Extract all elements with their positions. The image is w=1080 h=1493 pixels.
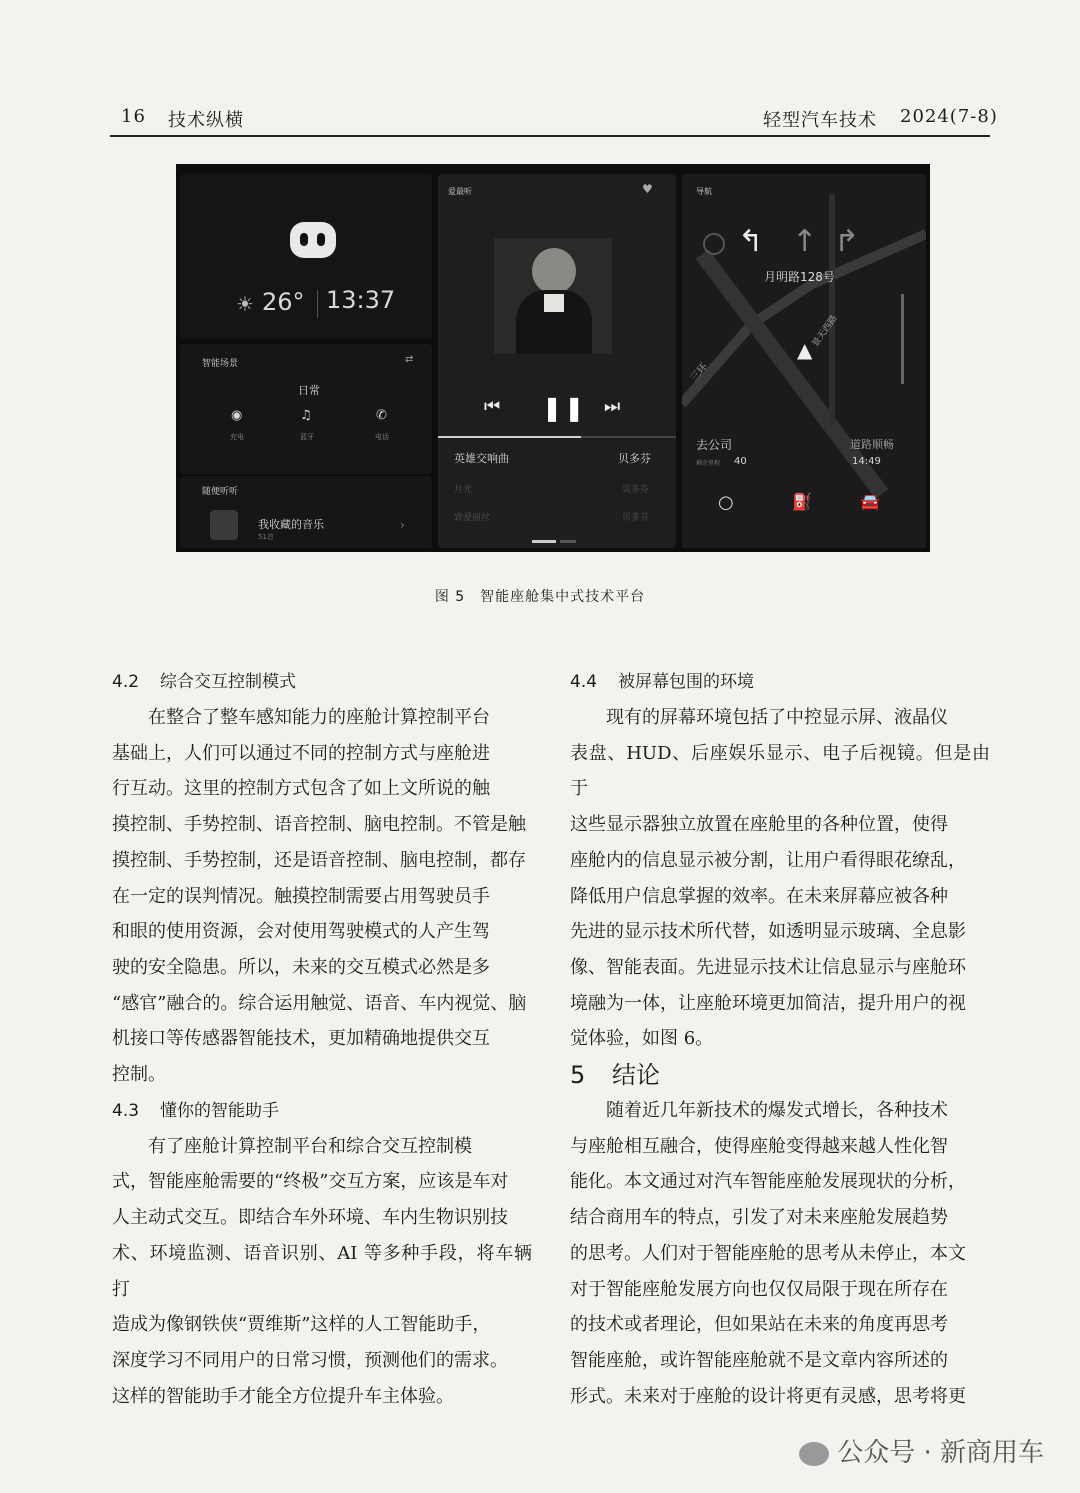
traffic-status: 道路顺畅	[850, 438, 894, 451]
temperature: 26°	[262, 288, 305, 316]
heart-icon[interactable]: ♥	[642, 182, 653, 196]
eta-time: 14:49	[852, 456, 881, 467]
right-column	[570, 664, 990, 1414]
distance-caption: 剩余里程	[696, 460, 721, 467]
paragraph-line: 深度学习不同用户的日常习惯，预测他们的需求。	[112, 1349, 508, 1371]
weather-clock-card	[180, 174, 432, 339]
progress-track[interactable]	[438, 436, 676, 438]
cockpit-figure	[176, 164, 930, 552]
gas-station-icon[interactable]: ⛽	[792, 492, 812, 511]
section-heading: 4.4 被屏幕包围的环境	[570, 672, 754, 692]
page-indicator	[560, 540, 576, 543]
listen-card[interactable]	[180, 476, 432, 548]
paragraph-line: 控制。	[112, 1064, 166, 1086]
switch-icon[interactable]: ⇄	[405, 354, 414, 365]
music-title: 爱最听	[448, 187, 472, 196]
paragraph-line: 表盘、HUD、后座娱乐显示、电子后视镜。但是由于	[570, 742, 990, 800]
sun-icon: ☀	[236, 292, 254, 316]
header-rule	[110, 135, 990, 137]
track-name[interactable]: 英雄交响曲	[454, 452, 509, 465]
location-arrow-icon: ▲	[797, 338, 813, 362]
next-icon[interactable]: ⏭	[604, 396, 621, 417]
search-icon[interactable]: ○	[718, 492, 734, 513]
paragraph-line: 的技术或者理论，但如果站在未来的角度再思考	[570, 1314, 948, 1336]
album-cover	[494, 238, 612, 354]
clock-time: 13:37	[326, 286, 396, 314]
paragraph-line: 和眼的使用资源，会对使用驾驶模式的人产生驾	[112, 921, 490, 943]
paragraph-line: 式，智能座舱需要的“终极”交互方案，应该是车对	[112, 1171, 509, 1193]
charge-icon[interactable]: ◉	[231, 408, 243, 423]
paragraph-line: 境融为一体，让座舱环境更加简洁，提升用户的视	[570, 992, 966, 1014]
scene-button-label: 电话	[375, 433, 389, 441]
paragraph-line: 座舱内的信息显示被分割，让用户看得眼花缭乱，	[570, 849, 966, 871]
paragraph-line: 基础上，人们可以通过不同的控制方式与座舱进	[112, 742, 490, 764]
paragraph-line: 造成为像钢铁侠“贾维斯”这样的人工智能助手，	[112, 1314, 491, 1336]
paragraph-line: 术、环境监测、语音识别、AI 等多种手段，将车辆打	[112, 1242, 532, 1300]
paragraph-line: 摸控制、手势控制，还是语音控制、脑电控制，都存	[112, 849, 526, 871]
turn-right-arrow-icon: ↱	[834, 224, 860, 259]
phone-icon[interactable]: ✆	[376, 408, 387, 423]
paragraph-line: 与座舱相互融合，使得座舱变得越来越人性化智	[570, 1135, 948, 1157]
nav-title: 导航	[696, 187, 712, 196]
listen-count: 51首	[258, 533, 274, 541]
section-heading: 4.3 懂你的智能助手	[112, 1100, 279, 1121]
scene-button-label: 蓝牙	[300, 433, 314, 441]
album-thumbnail	[210, 510, 238, 540]
section-heading: 4.2 综合交互控制模式	[112, 672, 296, 692]
chevron-right-icon[interactable]: ›	[400, 518, 405, 532]
section-name: 技术纵横	[168, 110, 244, 131]
scene-mode: 日常	[298, 384, 320, 397]
paragraph-line: 智能座舱，或许智能座舱就不是文章内容所述的	[570, 1349, 948, 1371]
track-artist: 贝多芬	[622, 485, 650, 495]
paragraph-line: 现有的屏幕环境包括了中控显示屏、液晶仪	[606, 707, 948, 728]
paragraph-line: 行互动。这里的控制方式包含了如上文所说的触	[112, 778, 490, 800]
remaining-distance: 40	[734, 456, 747, 467]
paragraph-line: 像、智能表面。先进显示技术让信息显示与座舱环	[570, 956, 966, 978]
paragraph-line: 在整合了整车感知能力的座舱计算控制平台	[148, 707, 490, 728]
scene-button-label: 充电	[230, 433, 244, 441]
current-road: 月明路128号	[764, 270, 835, 284]
track-artist: 贝多芬	[618, 452, 651, 465]
paragraph-line: 在一定的误判情况。触摸控制需要占用驾驶员手	[112, 885, 490, 907]
paragraph-line: 人主动式交互。即结合车外环境、车内生物识别技	[112, 1207, 508, 1229]
page-indicator	[532, 540, 556, 543]
paragraph-line: 这些显示器独立放置在座舱里的各种位置，使得	[570, 814, 948, 836]
wechat-watermark: 公众号 · 新商用车	[799, 1432, 1044, 1469]
assistant-robot-icon	[290, 222, 336, 258]
navigation-card	[682, 174, 926, 548]
straight-arrow-icon: ↑	[792, 224, 818, 259]
paragraph-line: 随着近几年新技术的爆发式增长，各种技术	[606, 1100, 948, 1122]
left-column	[112, 664, 532, 1414]
smart-scene-card[interactable]	[180, 344, 432, 474]
paragraph-line: 这样的智能助手才能全方位提升车主体验。	[112, 1385, 454, 1407]
parking-car-icon[interactable]: 🚘	[860, 492, 880, 511]
journal-name: 轻型汽车技术	[763, 110, 877, 131]
paragraph-line: 觉体验，如图 6。	[570, 1028, 714, 1050]
headphones-icon[interactable]: ♫	[300, 408, 312, 423]
chapter-heading: 5 结论	[570, 1061, 660, 1090]
side-road-label: 景天西路	[810, 313, 840, 349]
scene-title: 智能场景	[202, 359, 239, 369]
paragraph-line: 能化。本文通过对汽车智能座舱发展现状的分析，	[570, 1171, 966, 1193]
paragraph-line: 机接口等传感器智能技术，更加精确地提供交互	[112, 1028, 490, 1050]
destination-label: 去公司	[696, 438, 733, 452]
music-player-card	[438, 174, 676, 548]
turn-left-arrow-icon: ↰	[738, 224, 764, 259]
paragraph-line: 摸控制、手势控制、语音控制、脑电控制。不管是触	[112, 814, 526, 836]
wechat-icon	[799, 1442, 829, 1466]
paragraph-line: 先进的显示技术所代替，如透明显示玻璃、全息影	[570, 921, 966, 943]
paragraph-line: 驶的安全隐患。所以，未来的交互模式必然是多	[112, 956, 490, 978]
ring-road-label: 三环	[688, 361, 711, 384]
paragraph-line: 形式。未来对于座舱的设计将更有灵感，思考将更	[570, 1385, 966, 1407]
paragraph-line: 有了座舱计算控制平台和综合交互控制模	[148, 1135, 472, 1157]
track-name[interactable]: 月光	[454, 485, 473, 495]
issue-number: 2024(7-8)	[900, 106, 998, 127]
listen-title: 随便听听	[202, 487, 239, 497]
track-name[interactable]: 致爱丽丝	[454, 513, 491, 523]
page-number: 16	[121, 106, 146, 127]
listen-item: 我收藏的音乐	[258, 518, 324, 531]
track-artist: 贝多芬	[622, 513, 650, 523]
pause-icon[interactable]: ❚❚	[542, 394, 587, 422]
previous-icon[interactable]: ⏮	[484, 396, 501, 417]
paragraph-line: 结合商用车的特点，引发了对未来座舱发展趋势	[570, 1207, 948, 1229]
paragraph-line: 降低用户信息掌握的效率。在未来屏幕应被各种	[570, 885, 948, 907]
paragraph-line: 的思考。人们对于智能座舱的思考从未停止，本文	[570, 1242, 966, 1264]
paragraph-line: 对于智能座舱发展方向也仅仅局限于现在所存在	[570, 1278, 948, 1300]
paragraph-line: “感官”融合的。综合运用触觉、语音、车内视觉、脑	[112, 992, 527, 1014]
zoom-slider[interactable]	[901, 294, 904, 384]
figure-caption: 图 5 智能座舱集中式技术平台	[434, 589, 646, 605]
